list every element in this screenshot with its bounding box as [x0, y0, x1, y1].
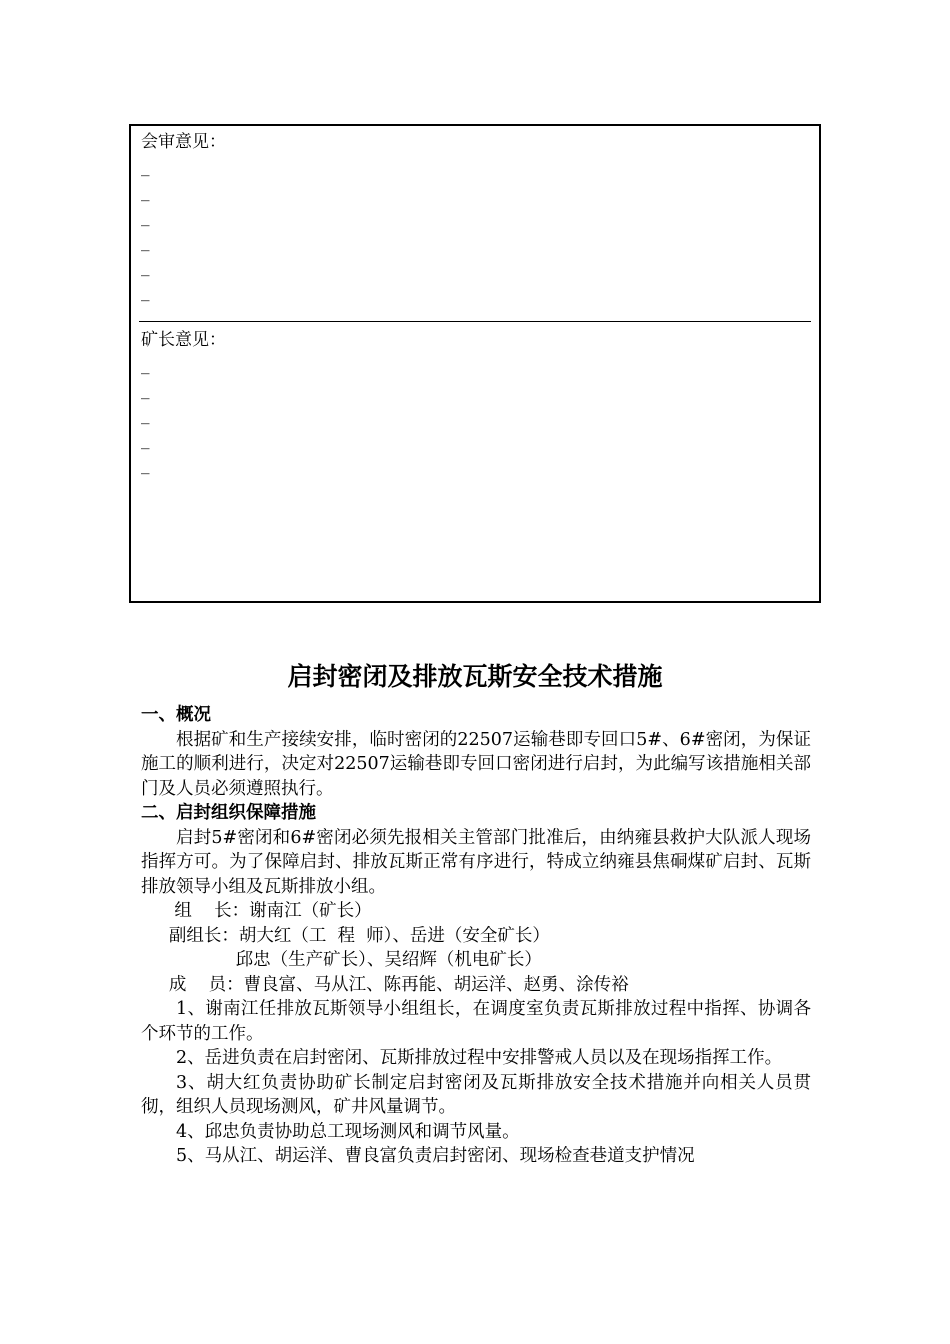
section-divider — [139, 321, 811, 322]
review-opinion-box — [129, 124, 821, 603]
blank-line: _ — [141, 380, 150, 400]
roster-deputy: 副组长：胡大红（工 程 师）、岳进（安全矿长） — [141, 925, 550, 946]
blank-line: _ — [141, 430, 150, 450]
duty-item: 3、胡大红负责协助矿长制定启封密闭及瓦斯排放安全技术措施并向相关人员贯彻，组织人员现场测风，矿井风量调节。 — [141, 1072, 811, 1117]
blank-line: _ — [141, 455, 150, 475]
blank-line: _ — [141, 157, 150, 177]
review-opinion-label: 会审意见： — [141, 132, 226, 152]
section-heading-overview: 一、概况 — [141, 705, 211, 725]
document-title: 启封密闭及排放瓦斯安全技术措施 — [287, 662, 663, 691]
organization-paragraph: 启封5#密闭和6#密闭必须先报相关主管部门批准后，由纳雍县救护大队派人现场指挥方可。为了保障启封、排放瓦斯正常有序进行，特成立纳雍县焦硐煤矿启封、瓦斯排放领导小组及瓦斯排放小组。 — [141, 827, 811, 897]
overview-paragraph: 根据矿和生产接续安排，临时密闭的22507运输巷即专回口5#、6#密闭，为保证施工的顺利进行，决定对22507运输巷即专回口密闭进行启封，为此编写该措施相关部门及人员必须遵照执行。 — [141, 729, 811, 799]
blank-line: _ — [141, 355, 150, 375]
blank-line: _ — [141, 257, 150, 277]
blank-line: _ — [141, 182, 150, 202]
blank-line: _ — [141, 282, 150, 302]
section-heading-organization: 二、启封组织保障措施 — [141, 803, 316, 823]
roster-members: 成 员：曹良富、马从江、陈再能、胡运洋、赵勇、涂传裕 — [141, 974, 629, 995]
duty-item: 5、马从江、胡运洋、曹良富负责启封密闭、现场检查巷道支护情况 — [176, 1146, 695, 1166]
mine-director-opinion-label: 矿长意见： — [141, 330, 226, 350]
mine-director-opinion-section — [141, 328, 226, 478]
roster-leader: 组 长：谢南江（矿长） — [141, 901, 372, 921]
duty-item: 1、谢南江任排放瓦斯领导小组组长，在调度室负责瓦斯排放过程中指挥、协调各个环节的工作。 — [141, 999, 811, 1044]
blank-line: _ — [141, 405, 150, 425]
review-opinion-section — [141, 130, 226, 305]
blank-line: _ — [141, 232, 150, 252]
roster-deputy-continued: 邱忠（生产矿长）、吴绍辉（机电矿长） — [141, 950, 542, 970]
duty-item: 4、邱忠负责协助总工现场测风和调节风量。 — [176, 1121, 520, 1142]
blank-line: _ — [141, 207, 150, 227]
duty-item: 2、岳进负责在启封密闭、瓦斯排放过程中安排警戒人员以及在现场指挥工作。 — [176, 1048, 783, 1068]
document-body — [141, 703, 811, 1169]
